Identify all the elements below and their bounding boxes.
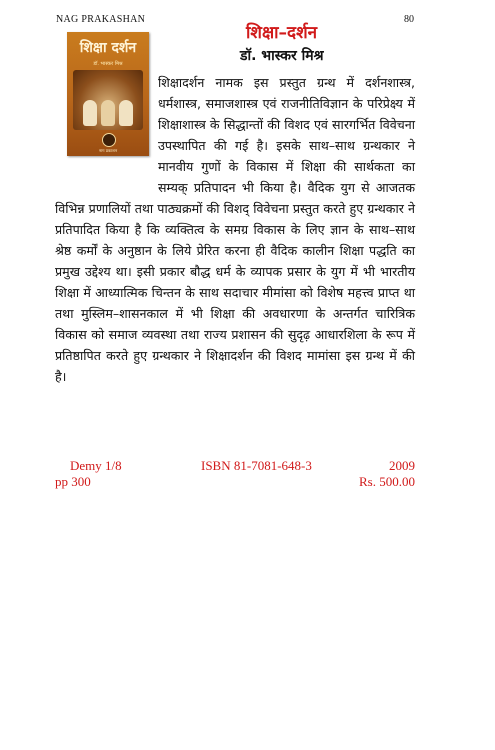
cover-spacer [55,72,158,198]
book-description: शिक्षादर्शन नामक इस प्रस्तुत ग्रन्थ में दर्शनशास्त्र, धर्मशास्त्र, समाजशास्त्र एवं राजनीतिविज्ञान के परिप्रेक्ष्य में शिक्षाशास्त्र के सिद्धान्तों की विशद एवं सारगर्भित विवेचना उपस्थापित की गई है। इसके साथ–साथ ग्रन्थकार ने मानवीय गुणों के विकास में शिक्षा की सार्थकता का सम्यक् प्रतिपादन भी किया है। वैदिक युग से आजतक विभिन्न प्रणालियों तथा पाठ्यक्रमों की विशद् विवेचना प्रस्तुत करते हुए ग्रन्थकार ने प्रतिपादित किया है कि व्यक्तित्व के समग्र विकास के लिए ज्ञान के साथ–साथ श्रेष्ठ कर्मों के अनुष्ठान के लिये प्रेरित करना ही वैदिक कालीन शिक्षा पद्धति का प्रमुख उद्देश्य था। इसी प्रकार बौद्ध धर्म के व्यापक प्रसार के युग में भी भारतीय शिक्षा में आध्यात्मिक चिन्तन के साथ सदाचार मीमांसा को विशेष महत्त्व प्राप्त था तथा मुस्लिम–शासनकाल में भी शिक्षा की अवधारणा के अन्तर्गत चारित्रिक विकास को समाज व्यवस्था तथा राज्य प्रशासन की सुदृढ़ आधारशिला के रूप में प्रतिष्ठापित करते हुए ग्रन्थकार ने शिक्षादर्शन की विशद मामांसा इस ग्रन्थ में की है। [55,75,415,384]
cover-publisher: नाग प्रकाशन [98,148,118,153]
book-year: 2009 [389,458,415,473]
publisher-header: NAG PRAKASHAN [56,14,146,25]
book-price: Rs. 500.00 [359,474,415,489]
book-size: Demy 1/8 [70,458,122,473]
book-author: डॉ. भास्कर मिश्र [240,48,324,64]
book-description-block [55,72,415,387]
page-number: 80 [404,14,414,25]
cover-title: शिक्षा दर्शन [79,40,137,56]
book-pages: pp 300 [55,474,91,489]
book-title: शिक्षा–दर्शन [246,23,318,43]
cover-author: डॉ. भास्कर मिश्र [93,61,123,67]
book-isbn: ISBN 81-7081-648-3 [201,458,312,473]
